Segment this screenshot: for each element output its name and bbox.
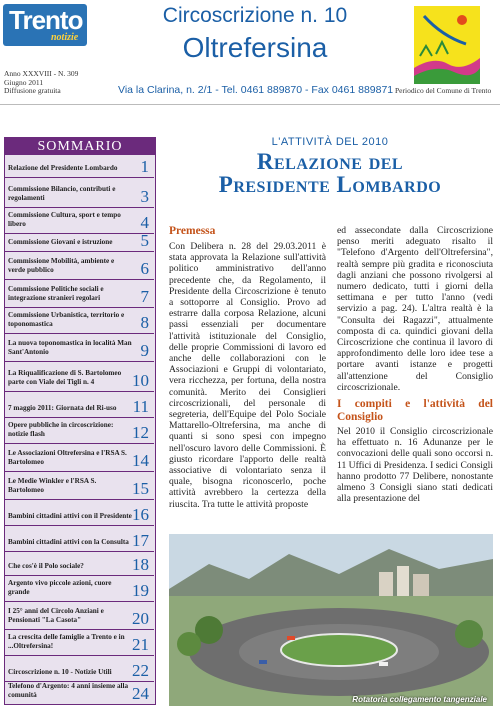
toc-item-title: La crescita delle famiglie a Trento e in ...Oltrefersina! xyxy=(8,633,125,650)
toc-item-title: Argento vivo piccole azioni, cuore grande xyxy=(8,579,112,596)
toc-item-title: Bambini cittadini attivi con il Presidente xyxy=(8,512,132,520)
district-title: Circoscrizione n. 10 xyxy=(162,4,348,27)
council-activity-text: Nel 2010 il Consiglio circoscrizionale ha effettuato n. 16 Adunanze per le convocazioni delle quali sono occorsi n. 11 Uffici di Presidenza. I sedici Consigli hanno prodotto 77 Delibere, nonostante almeno 3 Consigli siano stati dedicati alla presentazione del xyxy=(337,426,493,505)
toc-item-page: 17 xyxy=(132,531,149,550)
premessa-text: Con Delibera n. 28 del 29.03.2011 è stata approvata la Relazione sull'attività politico amministrativo dell'anno precedente che, da Regolamento, il Presidente della Circoscrizione è tenuto a sottoporre al Consiglio. Provo ad estrarre dalla corposa Relazione, alcuni passi essenziali per documentare l'attività istituzionale del Consiglio, delle proprie Commissioni di lavoro ed anche delle collaborazioni con le Associazioni e Gruppi di volontariato, vera ricchezza, per fortuna, della nostra comunità. Merito dei Consiglieri circoscrizionali, del personale di segreteria, dell'Equipe del Polo Sociale Mattarello-Oltrefersina, ma anche di quanti si sono spesi con impegno nell'oscuro lavoro delle Commissioni. È giusto ricordare l'apporto delle realtà associative di volontariato senza il quale, bisogna riconoscerlo, poche attività avrebbero la certezza della riuscita. Tra tutte le attività proposte xyxy=(169,241,326,510)
toc-item-title: Le Associazioni Oltrefersina e l'RSA S. Bartolomeo xyxy=(8,449,127,466)
toc-item[interactable] xyxy=(5,362,154,392)
toc-item-page: 20 xyxy=(132,609,149,628)
toc-item-page: 15 xyxy=(132,479,149,498)
periodical-note: Periodico del Comune di Trento xyxy=(395,86,492,95)
photo-caption: Rotatoria collegamento tangenziale xyxy=(352,695,487,704)
toc-item-page: 18 xyxy=(132,555,149,574)
toc-item-title: La nuova toponomastica in località Man Sant'Antonio xyxy=(8,339,132,356)
toc-item[interactable] xyxy=(5,444,154,472)
toc-item-title: Opere pubbliche in circoscrizione: notizie flash xyxy=(8,421,114,438)
toc-item[interactable] xyxy=(5,682,154,704)
toc-item-title: Commissione Bilancio, contributi e regolamenti xyxy=(8,185,116,202)
toc-item[interactable] xyxy=(5,308,154,334)
toc-item-page: 4 xyxy=(140,213,149,232)
header-divider xyxy=(0,104,500,105)
toc-item-title: Relazione del Presidente Lombardo xyxy=(8,164,118,172)
toc-title: SOMMARIO xyxy=(5,138,155,155)
toc-item[interactable] xyxy=(5,231,154,252)
district-name: Oltrefersina xyxy=(182,32,328,63)
toc-item-title: Circoscrizione n. 10 - Notizie Utili xyxy=(8,668,112,676)
toc-item-page: 1 xyxy=(140,157,149,176)
logo-sub-text: notizie xyxy=(51,32,79,43)
toc-item[interactable] xyxy=(5,576,154,602)
district-emblem xyxy=(414,6,480,84)
article-column-2 xyxy=(337,225,493,530)
roundabout-photo xyxy=(169,534,493,706)
toc-item-title: Che cos'è il Polo sociale? xyxy=(8,562,84,570)
toc-item[interactable] xyxy=(5,156,154,178)
toc-item[interactable] xyxy=(5,656,154,682)
toc-item-page: 6 xyxy=(140,259,149,278)
toc-item-title: 7 maggio 2011: Giornata del Ri-uso xyxy=(8,404,117,412)
trento-notizie-logo xyxy=(3,4,87,46)
issue-number: Anno XXXVIII - N. 309 xyxy=(4,69,79,78)
issue-date: Giugno 2011 xyxy=(4,77,44,87)
article-kicker: L'ATTIVITÀ DEL 2010 xyxy=(271,136,389,148)
toc-item[interactable] xyxy=(5,552,154,576)
toc-item-page: 9 xyxy=(140,341,149,360)
toc-item-page: 12 xyxy=(132,423,149,442)
toc-item-page: 11 xyxy=(132,397,149,416)
toc-item-title: Telefono d'Argento: 4 anni insieme alla comunità xyxy=(8,682,129,699)
toc-item[interactable] xyxy=(5,472,154,500)
toc-item-page: 14 xyxy=(132,451,149,470)
emblem-drawing-icon xyxy=(414,6,480,84)
toc-item-page: 3 xyxy=(140,187,149,206)
toc-item-title: Commissione Giovani e istruzione xyxy=(8,238,113,246)
toc-item-page: 24 xyxy=(132,684,149,703)
roundabout-illustration-icon xyxy=(169,534,493,706)
toc-item-page: 8 xyxy=(140,313,149,332)
toc-item[interactable] xyxy=(5,418,154,444)
toc-item-page: 16 xyxy=(132,505,149,524)
column2-intro-text: ed assecondate dalla Circoscrizione penso meriti adeguato risalto il "Telefono d'Argento dell'Oltrefersina", realtà sempre più gradita e riconosciuta dagli anziani che possono rivolgersi al numero dedicato, tutti i giorni della settimana e per tutto l'anno (vedi servizio a pag. 24). L'altra realtà è la "Consulta dei Ragazzi", attualmente composta di ca. quindici giovani della Circoscrizione che continua il lavoro di approfondimento delle loro idee tese a portare avanti istanze e progetti all'attenzione del Consiglio circoscrizionale. xyxy=(337,225,493,393)
toc-item[interactable] xyxy=(5,208,154,234)
toc-item-page: 7 xyxy=(140,287,149,306)
district-address: Via la Clarina, n. 2/1 - Tel. 0461 889870 - Fax 0461 889871 xyxy=(118,84,394,96)
toc-item[interactable] xyxy=(5,252,154,280)
toc-item-title: Le Medie Winkler e l'RSA S. Bartolomeo xyxy=(8,477,97,494)
toc-item-page: 19 xyxy=(132,581,149,600)
council-activity-heading: I compiti e l'attività del Consiglio xyxy=(337,398,493,424)
issue-meta xyxy=(4,70,78,96)
toc-item[interactable] xyxy=(5,526,154,552)
distribution-note: Diffusione gratuita xyxy=(4,86,61,95)
toc-item[interactable] xyxy=(5,630,154,656)
toc-item[interactable] xyxy=(5,280,154,308)
toc-item-page: 21 xyxy=(132,635,149,654)
toc-item[interactable] xyxy=(5,500,154,526)
article-column-1 xyxy=(169,225,326,530)
toc-item-title: La Riqualificazione di S. Bartolomeo parte con Viale dei Tigli n. 4 xyxy=(8,369,122,386)
toc-item[interactable] xyxy=(5,392,154,418)
toc-item[interactable] xyxy=(5,602,154,630)
premessa-heading: Premessa xyxy=(169,225,216,237)
toc-item[interactable] xyxy=(5,334,154,362)
article-title-line1: Relazione del xyxy=(256,149,404,174)
toc-item-page: 5 xyxy=(140,231,149,250)
toc-item-title: Commissione Cultura, sport e tempo libero xyxy=(8,211,121,228)
toc-item-title: I 25° anni del Circolo Anziani e Pensionati "La Casota" xyxy=(8,607,104,624)
toc-item-page: 22 xyxy=(132,661,149,680)
toc-item[interactable] xyxy=(5,178,154,208)
toc-item-title: Commissione Urbanistica, territorio e toponomastica xyxy=(8,311,125,328)
table-of-contents xyxy=(4,137,156,705)
toc-item-title: Commissione Politiche sociali e integrazione stranieri regolari xyxy=(8,285,104,302)
toc-item-title: Bambini cittadini attivi con la Consulta xyxy=(8,538,129,546)
logo-main-text: Trento xyxy=(9,5,83,35)
article-title-line2: Presidente Lombardo xyxy=(218,172,442,197)
toc-item-title: Commissione Mobilità, ambiente e verde pubblico xyxy=(8,257,115,274)
toc-item-page: 10 xyxy=(132,371,149,390)
